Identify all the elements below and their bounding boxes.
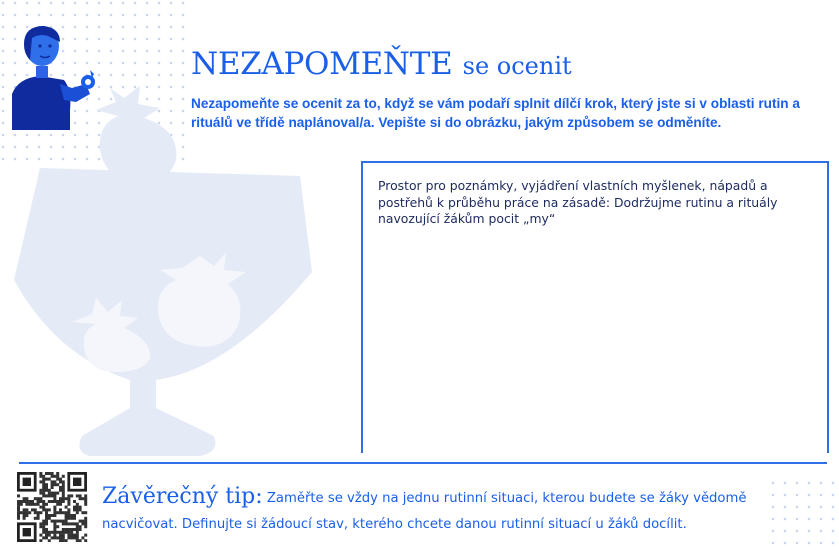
strawberry-icon <box>96 86 176 182</box>
intro-text: Nezapomeňte se ocenit za to, když se vám podaří splnit dílčí krok, který jste si v oblasti rutin a rituálů ve třídě naplánoval/a. Vepište si do obrázku, jakým způsobem se odměníte. <box>191 96 800 130</box>
title-sub: se ocenit <box>462 52 572 80</box>
woman-ok-gesture-illustration <box>6 24 98 130</box>
qr-code-icon <box>17 472 89 542</box>
page-title <box>191 44 572 82</box>
title-main: NEZAPOMEŇTE <box>191 46 453 82</box>
footer-divider <box>19 462 827 464</box>
tip-label: Závěrečný tip: <box>102 484 263 509</box>
notes-prompt: Prostor pro poznámky, vyjádření vlastních myšlenek, nápadů a postřehů k průběhu práce na zásadě: Dodržujme rutinu a rituály navozující žákům pocit „my“ <box>378 178 778 226</box>
final-tip <box>102 484 792 538</box>
tip-text: Zaměřte se vždy na jednu rutinní situaci, kterou budete se žáky vědomě nacvičovat. Definujte si žádoucí stav, kterého chcete danou rutinní situací u žáků docílit. <box>102 491 747 532</box>
